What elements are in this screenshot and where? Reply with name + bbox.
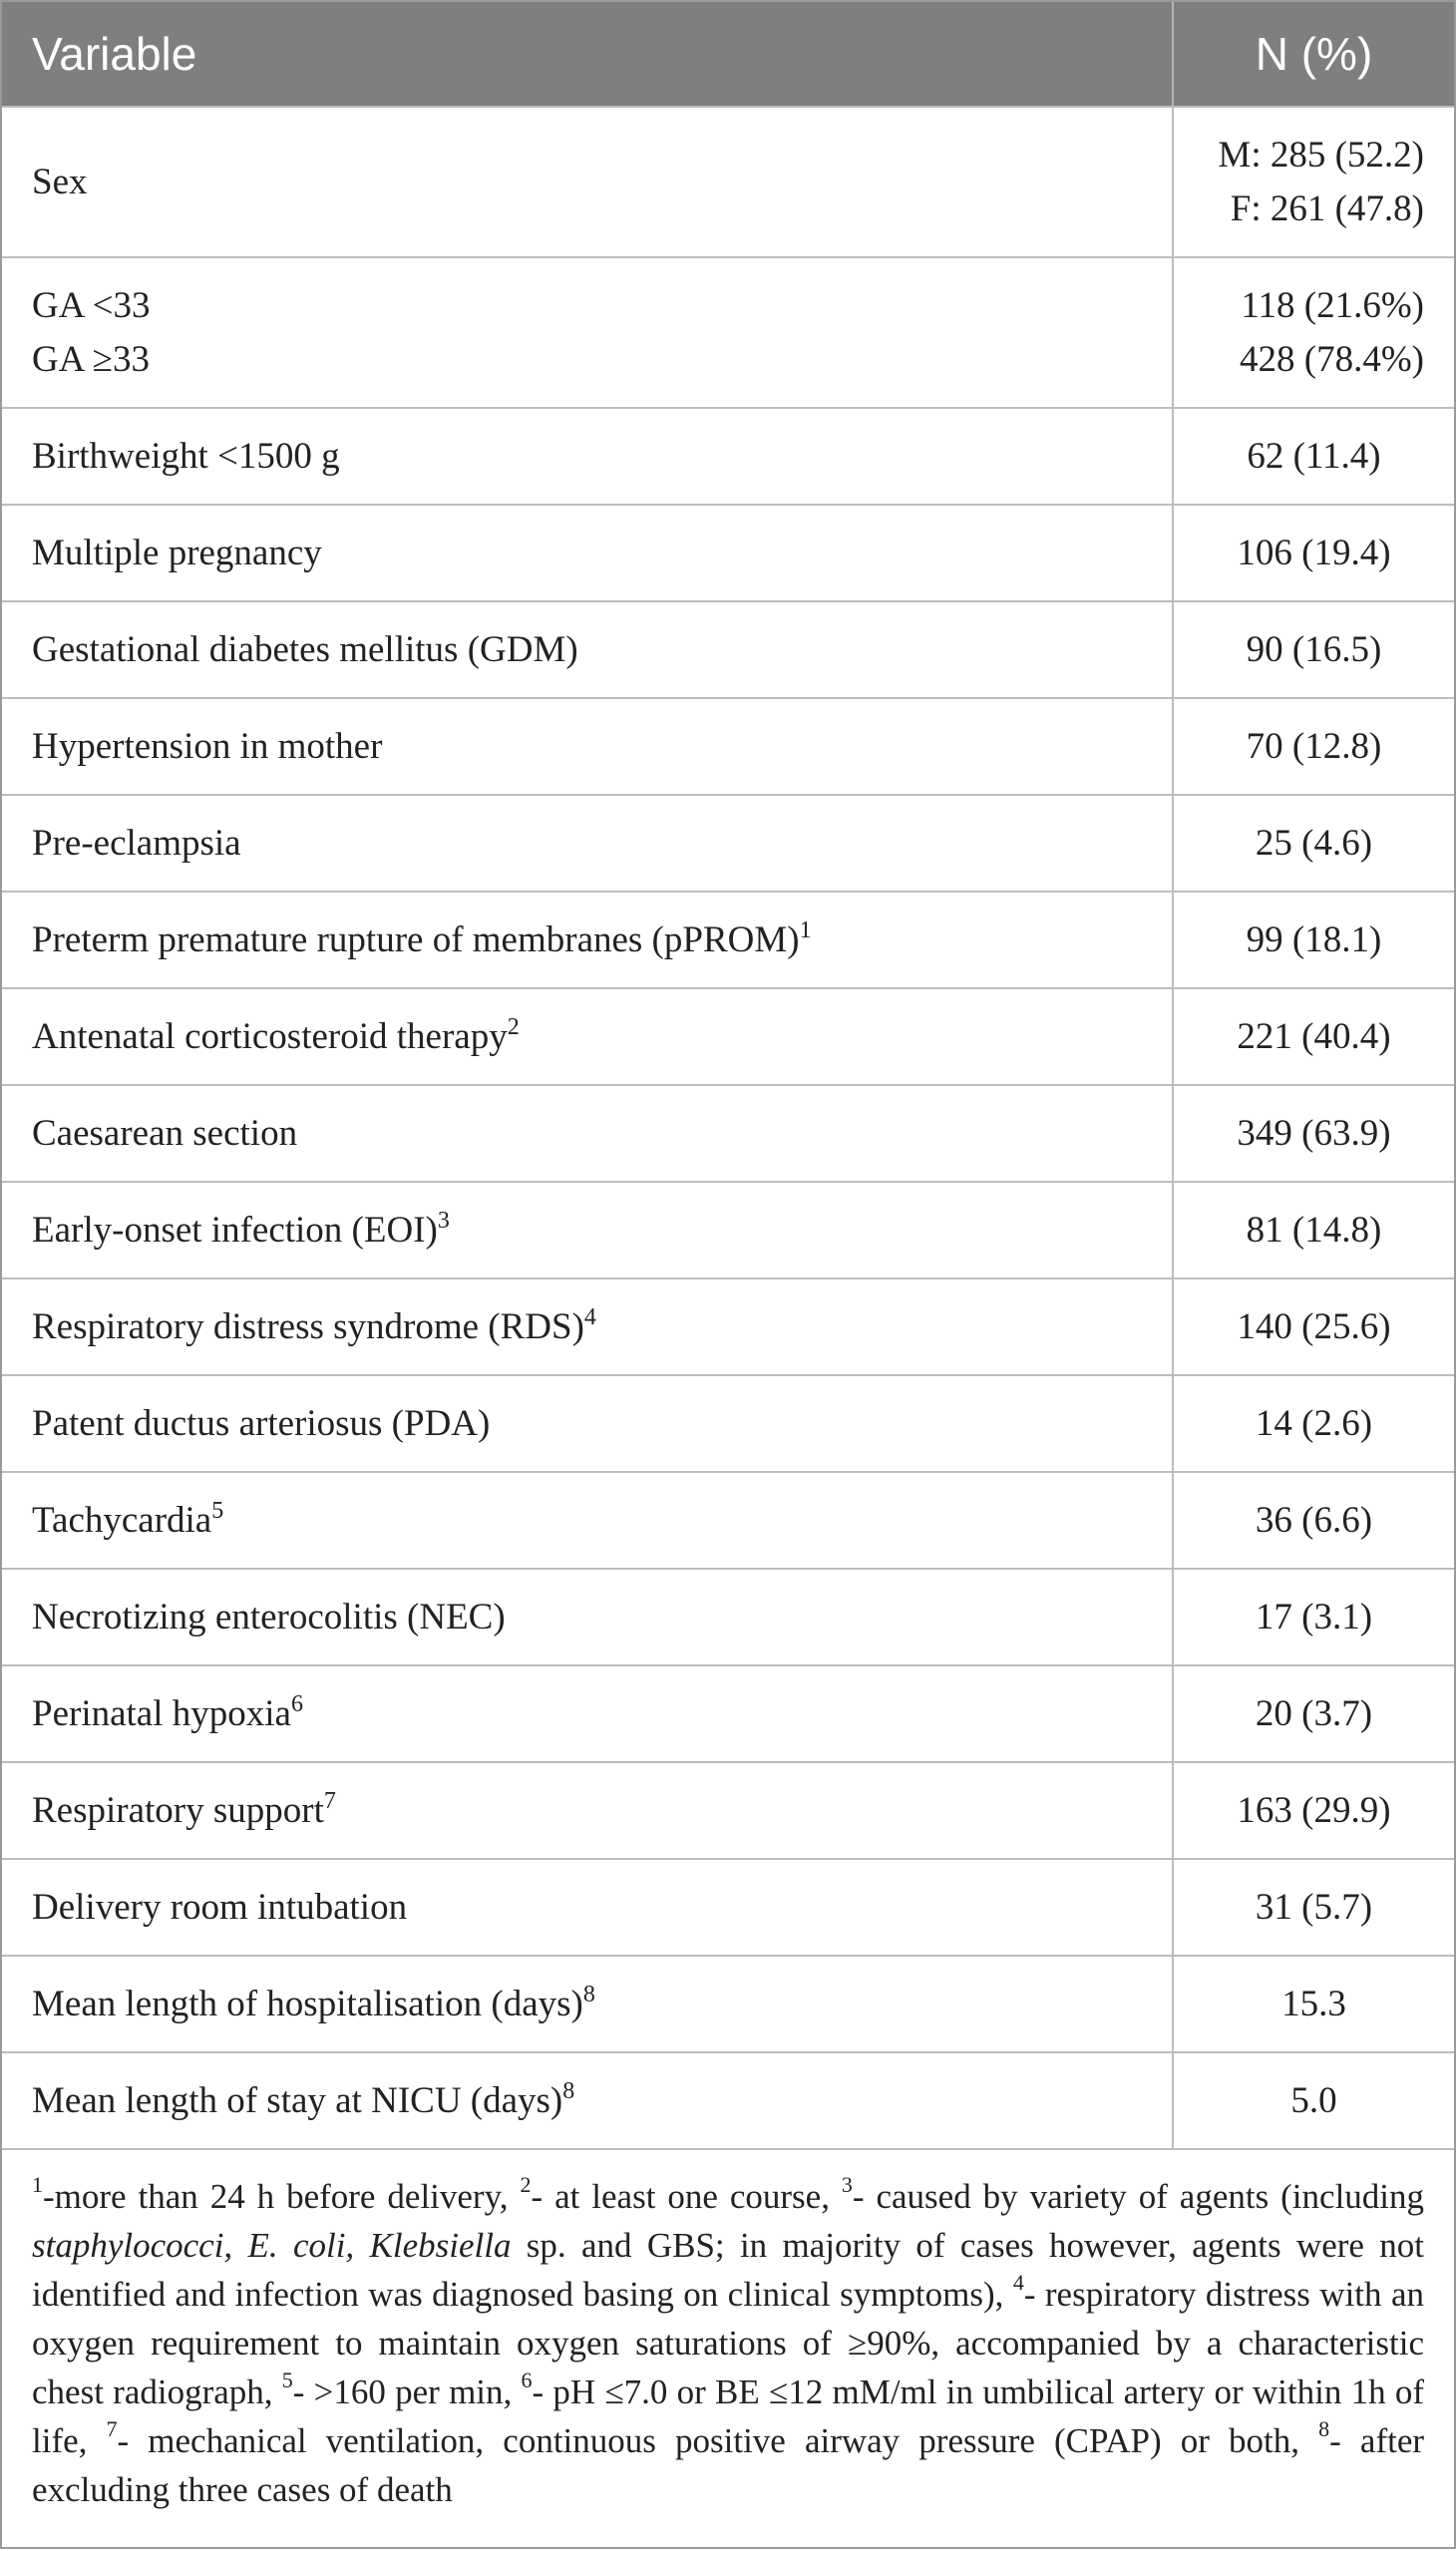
footnote-marker: 8 bbox=[582, 1981, 595, 2007]
row-value: M: 285 (52.2) F: 261 (47.8) bbox=[1173, 107, 1454, 257]
table-row bbox=[2, 1472, 1454, 1569]
footnote-marker: 3 bbox=[437, 1207, 450, 1234]
table-footnote: $^1$-more than 24 h before delivery, $^2$- at least one course, $^3$- caused by variety of agents (including staphylococci, E. coli, Klebsiella sp. and GBS; in majority of cases however, agents were not identified and infection was diagnosed basing on clinical symptoms), $^4$- respiratory distress with an oxygen requirement to maintain oxygen saturations of ≥90%, accompanied by a characteristic chest radiograph, $^5$- >160 per min, $^6$- pH ≤7.0 or BE ≤12 mM/ml in umbilical artery or within 1h of life, $^7$- mechanical ventilation, continuous positive airway pressure (CPAP) or both, $^8$- after excluding three cases of death bbox=[2, 2149, 1454, 2551]
row-value: 62 (11.4) bbox=[1173, 408, 1454, 505]
row-variable: Pre-eclampsia bbox=[2, 795, 1173, 892]
footnote-marker: 1 bbox=[799, 916, 812, 943]
header-n-percent: N (%) bbox=[1173, 2, 1454, 107]
row-value: 90 (16.5) bbox=[1173, 601, 1454, 698]
table-row bbox=[2, 1085, 1454, 1182]
row-variable: Respiratory support$^7$ bbox=[2, 1762, 1173, 1859]
table-row bbox=[2, 257, 1454, 408]
row-value: 31 (5.7) bbox=[1173, 1859, 1454, 1956]
row-value: 163 (29.9) bbox=[1173, 1762, 1454, 1859]
table-row bbox=[2, 2052, 1454, 2149]
footnote-row bbox=[2, 2149, 1454, 2551]
table-row bbox=[2, 107, 1454, 257]
row-value: 20 (3.7) bbox=[1173, 1665, 1454, 1762]
row-variable: GA <33 GA ≥33 bbox=[2, 257, 1173, 408]
row-variable: Perinatal hypoxia$^6$ bbox=[2, 1665, 1173, 1762]
row-value: 118 (21.6%) 428 (78.4%) bbox=[1173, 257, 1454, 408]
table-row bbox=[2, 505, 1454, 601]
row-value: 99 (18.1) bbox=[1173, 892, 1454, 988]
row-value: 221 (40.4) bbox=[1173, 988, 1454, 1085]
table-row bbox=[2, 408, 1454, 505]
table-row bbox=[2, 1859, 1454, 1956]
table-row bbox=[2, 1762, 1454, 1859]
row-variable: Tachycardia$^5$ bbox=[2, 1472, 1173, 1569]
row-variable: Mean length of stay at NICU (days)$^8$ bbox=[2, 2052, 1173, 2149]
row-value: 106 (19.4) bbox=[1173, 505, 1454, 601]
row-variable: Gestational diabetes mellitus (GDM) bbox=[2, 601, 1173, 698]
table-row bbox=[2, 988, 1454, 1085]
table-row bbox=[2, 601, 1454, 698]
row-variable: Early-onset infection (EOI)$^3$ bbox=[2, 1182, 1173, 1278]
row-variable: Preterm premature rupture of membranes (pPROM)$^1$ bbox=[2, 892, 1173, 988]
footnote-marker: 8 bbox=[562, 2077, 575, 2104]
row-variable: Hypertension in mother bbox=[2, 698, 1173, 795]
row-variable: Respiratory distress syndrome (RDS)$^4$ bbox=[2, 1278, 1173, 1375]
row-value: 14 (2.6) bbox=[1173, 1375, 1454, 1472]
row-value: 17 (3.1) bbox=[1173, 1569, 1454, 1665]
header-row bbox=[2, 2, 1454, 107]
row-value: 140 (25.6) bbox=[1173, 1278, 1454, 1375]
row-value: 81 (14.8) bbox=[1173, 1182, 1454, 1278]
row-variable: Patent ductus arteriosus (PDA) bbox=[2, 1375, 1173, 1472]
row-value: 349 (63.9) bbox=[1173, 1085, 1454, 1182]
row-value: 25 (4.6) bbox=[1173, 795, 1454, 892]
table-row bbox=[2, 1665, 1454, 1762]
row-variable: Necrotizing enterocolitis (NEC) bbox=[2, 1569, 1173, 1665]
row-value: 70 (12.8) bbox=[1173, 698, 1454, 795]
table-row bbox=[2, 1182, 1454, 1278]
table-row bbox=[2, 698, 1454, 795]
footnote-marker: 6 bbox=[290, 1690, 303, 1717]
table-row bbox=[2, 1569, 1454, 1665]
row-variable: Mean length of hospitalisation (days)$^8$ bbox=[2, 1956, 1173, 2052]
row-variable: Delivery room intubation bbox=[2, 1859, 1173, 1956]
table-row bbox=[2, 892, 1454, 988]
table-row bbox=[2, 1278, 1454, 1375]
header-variable: Variable bbox=[2, 2, 1173, 107]
table-row bbox=[2, 795, 1454, 892]
row-value: 15.3 bbox=[1173, 1956, 1454, 2052]
footnote-marker: 2 bbox=[507, 1013, 520, 1040]
row-value: 36 (6.6) bbox=[1173, 1472, 1454, 1569]
footnote-marker: 5 bbox=[211, 1497, 224, 1524]
footnote-marker: 4 bbox=[583, 1303, 596, 1330]
table-row bbox=[2, 1375, 1454, 1472]
footnote-marker: 7 bbox=[323, 1787, 336, 1814]
table-row bbox=[2, 1956, 1454, 2052]
row-variable: Birthweight <1500 g bbox=[2, 408, 1173, 505]
data-table bbox=[2, 2, 1454, 2551]
row-value: 5.0 bbox=[1173, 2052, 1454, 2149]
row-variable: Caesarean section bbox=[2, 1085, 1173, 1182]
row-variable: Sex bbox=[2, 107, 1173, 257]
row-variable: Antenatal corticosteroid therapy$^2$ bbox=[2, 988, 1173, 1085]
row-variable: Multiple pregnancy bbox=[2, 505, 1173, 601]
